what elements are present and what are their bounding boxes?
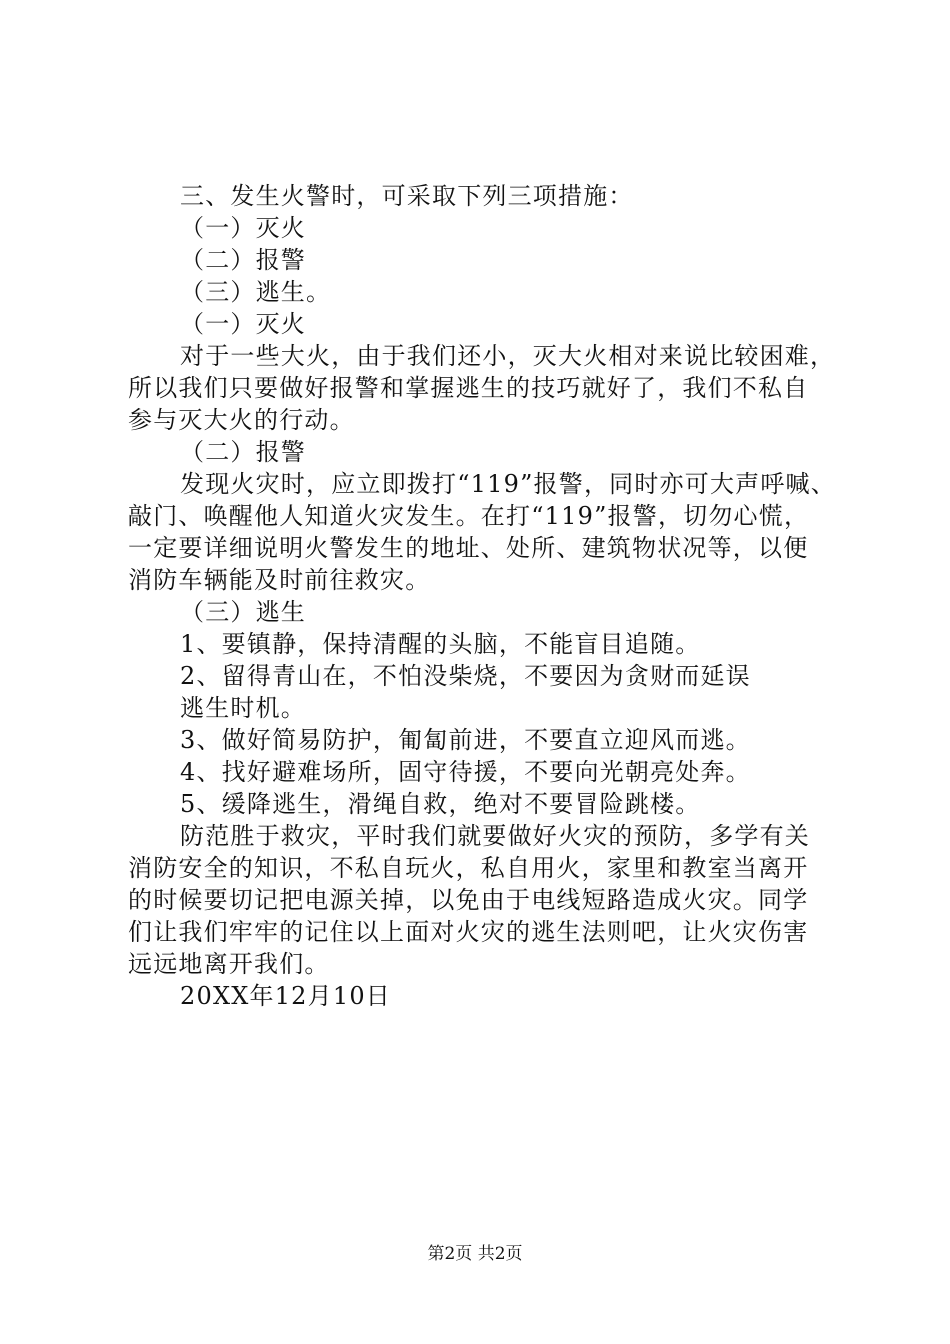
paragraph-line: 消防安全的知识，不私自玩火，私自用火，家里和教室当离开 xyxy=(128,854,809,882)
measure-item: （一）灭火 xyxy=(180,214,306,242)
section-heading: 三、发生火警时，可采取下列三项措施： xyxy=(180,182,634,210)
document-date: 20XX年12月10日 xyxy=(180,982,391,1010)
paragraph-line: 所以我们只要做好报警和掌握逃生的技巧就好了，我们不私自 xyxy=(128,374,809,402)
measure-item: （二）报警 xyxy=(180,246,306,274)
list-item: 5、缓降逃生，滑绳自救，绝对不要冒险跳楼。 xyxy=(180,790,701,818)
page-footer: 第2页 共2页 xyxy=(427,1244,523,1264)
paragraph-line: 发现火灾时，应立即拨打“119”报警，同时亦可大声呼喊、 xyxy=(180,470,836,498)
list-item: 3、做好简易防护，匍匐前进，不要直立迎风而逃。 xyxy=(180,726,751,754)
paragraph-line: 参与灭大火的行动。 xyxy=(128,406,355,434)
subsection-title: （二）报警 xyxy=(180,438,306,466)
paragraph-line: 消防车辆能及时前往救灾。 xyxy=(128,566,431,594)
list-item: 4、找好避难场所，固守待援，不要向光朝亮处奔。 xyxy=(180,758,751,786)
list-item: 1、要镇静，保持清醒的头脑，不能盲目追随。 xyxy=(180,630,701,658)
list-item-continuation: 逃生时机。 xyxy=(180,694,306,722)
paragraph-line: 们让我们牢牢的记住以上面对火灾的逃生法则吧，让火灾伤害 xyxy=(128,918,809,946)
paragraph-line: 防范胜于救灾，平时我们就要做好火灾的预防，多学有关 xyxy=(180,822,810,850)
measure-item: （三）逃生。 xyxy=(180,278,332,306)
paragraph-line: 敲门、唤醒他人知道火灾发生。在打“119”报警，切勿心慌， xyxy=(128,502,810,530)
list-item: 2、留得青山在，不怕没柴烧，不要因为贪财而延误 xyxy=(180,662,751,690)
paragraph-line: 远远地离开我们。 xyxy=(128,950,330,978)
paragraph-line: 一定要详细说明火警发生的地址、处所、建筑物状况等，以便 xyxy=(128,534,809,562)
subsection-title: （三）逃生 xyxy=(180,598,306,626)
subsection-title: （一）灭火 xyxy=(180,310,306,338)
paragraph-line: 对于一些大火，由于我们还小，灭大火相对来说比较困难， xyxy=(180,342,836,370)
paragraph-line: 的时候要切记把电源关掉，以免由于电线短路造成火灾。同学 xyxy=(128,886,809,914)
